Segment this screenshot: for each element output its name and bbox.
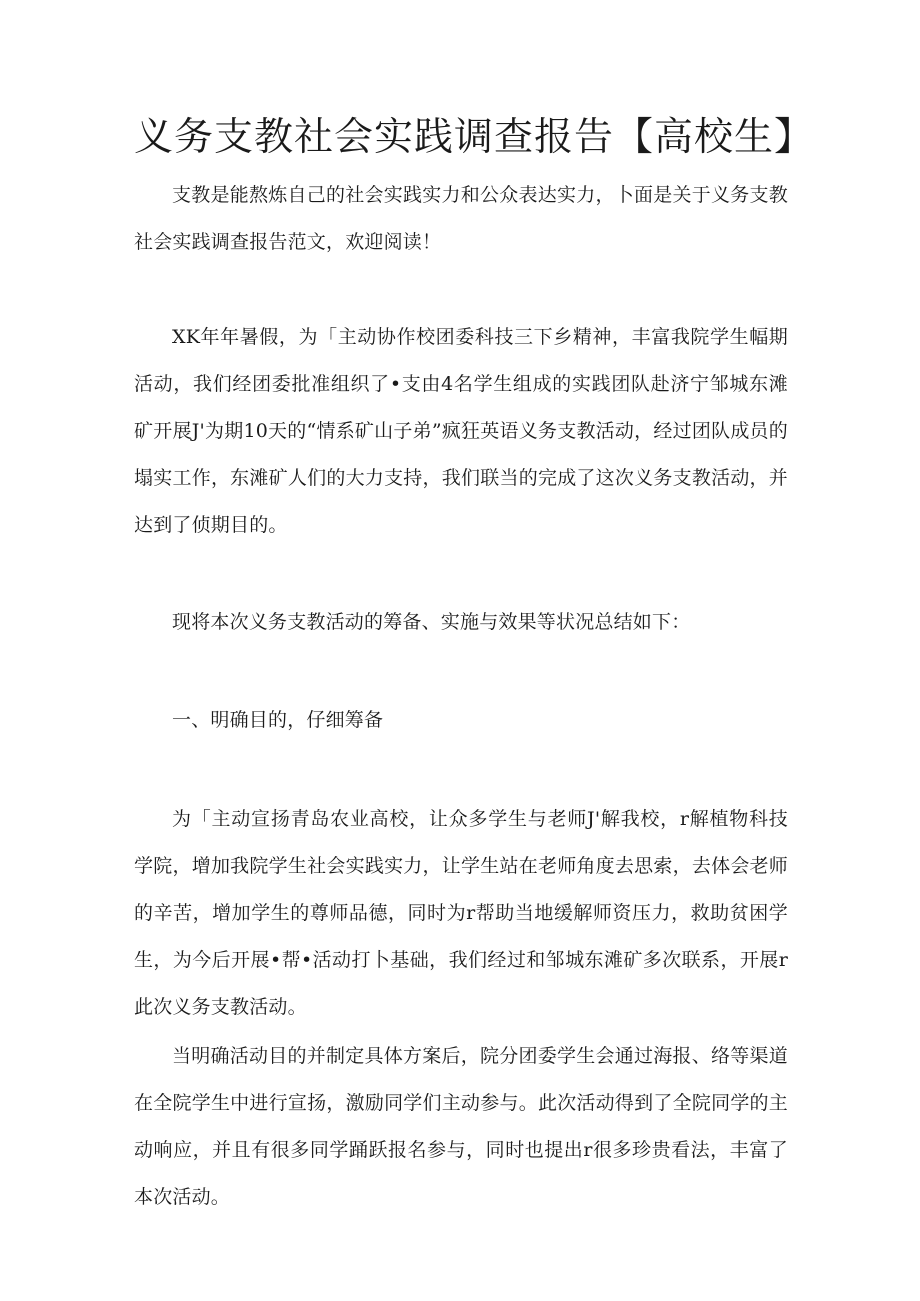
intro-paragraph: 支教是能熬炼自己的社会实践实力和公众表达实力，卜面是关于义务支教社会实践调查报告范文，欢迎阅读！ bbox=[134, 184, 788, 253]
section-heading: 一、明确目的，仔细筹备 bbox=[172, 709, 384, 731]
document-title: 义务支教社会实践调查报告【高校生】 bbox=[134, 115, 815, 160]
summary-lead-paragraph: 现将本次义务支教活动的筹备、实施与效果等状况总结如下： bbox=[172, 611, 691, 633]
body-paragraph: XK年年暑假，为「主动协作校团委科技三下乡精神，丰富我院学生幅期活动，我们经团委批准组织了•支由4名学生组成的实践团队赴济宁邹城东滩矿开展J'为期10天的“情系矿山子弟”疯狂英语义务支教活动，经过团队成员的塌实工作，东滩矿人们的大力支持，我们联当的完成了这次义务支教活动，并达到了侦期目的。 bbox=[134, 326, 788, 536]
body-paragraph: 为「主动宣扬青岛农业高校，让众多学生与老师J'解我校，r解植物科技学院，增加我院学生社会实践实力，让学生站在老师角度去思索，去体会老师的辛苦，增加学生的尊师品德，同时为r帮助当地缓解师资压力，救助贫困学生，为今后开展•帮•活动打卜基础，我们经过和邹城东滩矿多次联系，开展r此次义务支教活动。 bbox=[134, 808, 788, 1018]
body-paragraph: 当明确活动目的并制定具体方案后，院分团委学生会通过海报、络等渠道在全院学生中进行宣扬，激励同学们主动参与。此次活动得到了全院同学的主动响应，并且有很多同学踊跃报名参与，同时也提出r很多珍贵看法，丰富了本次活动。 bbox=[134, 1045, 788, 1208]
